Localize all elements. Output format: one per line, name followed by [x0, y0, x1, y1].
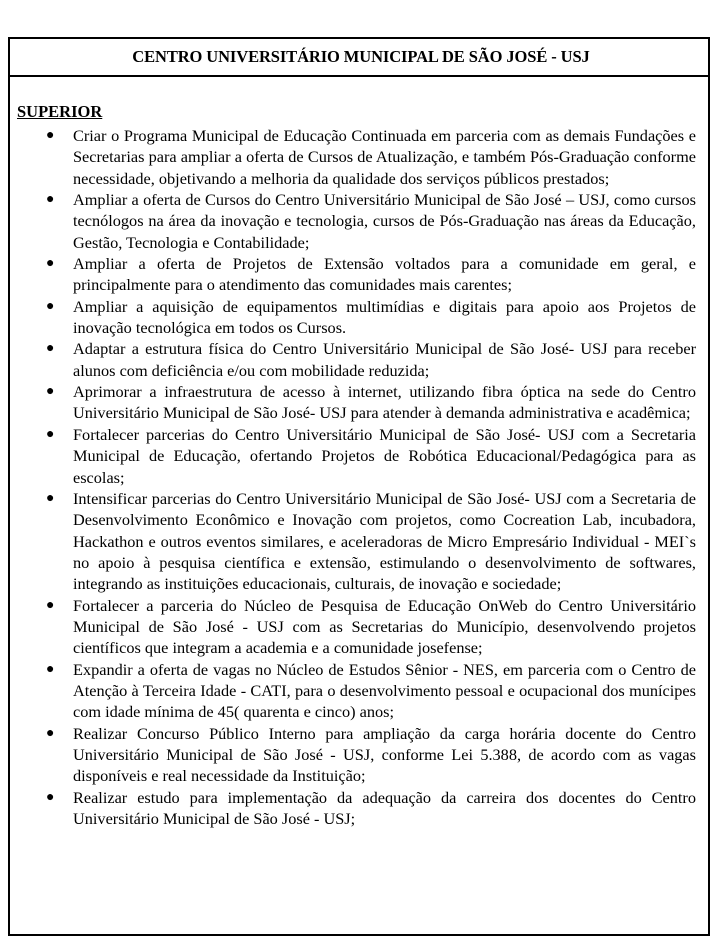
list-item	[17, 723, 696, 787]
list-item-text: Realizar estudo para implementação da adequação da carreira dos docentes do Centro Universitário Municipal de São José - USJ;	[73, 787, 696, 828]
list-item	[17, 125, 696, 189]
list-item	[17, 381, 696, 424]
bullet-icon: ●	[46, 298, 55, 314]
item-list	[17, 125, 696, 829]
list-item-text: Fortalecer a parceria do Núcleo de Pesquisa de Educação OnWeb do Centro Universitário Municipal de São José - USJ com as Secretarias do Município, desenvolvendo projetos científicos que integram a academia e a comunidade josefense;	[73, 595, 696, 658]
bullet-icon: ●	[46, 192, 55, 208]
list-item	[17, 595, 696, 659]
list-item-text: Aprimorar a infraestrutura de acesso à internet, utilizando fibra óptica na sede do Centro Universitário Municipal de São José- USJ para atender à demanda administrativa e acadêmica;	[73, 382, 696, 423]
bullet-icon: ●	[46, 725, 55, 741]
bullet-icon: ●	[46, 426, 55, 442]
list-item-text: Fortalecer parcerias do Centro Universitário Municipal de São José- USJ com a Secretaria Municipal de Educação, ofertando Projetos de Robótica Educacional/Pedagógica para as escolas;	[73, 424, 696, 487]
list-item	[17, 424, 696, 488]
header-row	[10, 39, 708, 77]
bullet-icon: ●	[46, 490, 55, 506]
bullet-icon: ●	[46, 789, 55, 805]
content-cell	[10, 77, 708, 829]
list-item-text: Ampliar a aquisição de equipamentos multimídias e digitais para apoio aos Projetos de inovação tecnológica em todos os Cursos.	[73, 296, 696, 338]
bullet-icon: ●	[46, 597, 55, 613]
list-item	[17, 787, 696, 830]
bullet-icon: ●	[46, 256, 55, 272]
bullet-icon: ●	[46, 341, 55, 357]
list-item-text: Ampliar a oferta de Projetos de Extensão voltados para a comunidade em geral, e principalmente para o atendimento das comunidades mais carentes;	[73, 254, 696, 295]
document-table	[8, 37, 710, 936]
list-item-text: Realizar Concurso Público Interno para ampliação da carga horária docente do Centro Universitário Municipal de São José - USJ, conforme Lei 5.388, de acordo com as vagas disponíveis e real necessidade da Instituição;	[73, 723, 696, 786]
list-item	[17, 488, 696, 595]
list-item-text: Ampliar a oferta de Cursos do Centro Universitário Municipal de São José – USJ, como cursos tecnólogos na área da inovação e tecnologia, cursos de Pós-Graduação nas áreas da Educação, Gestão, Tecnologia e Contabilidade;	[73, 190, 696, 252]
list-item-text: Criar o Programa Municipal de Educação Continuada em parceria com as demais Fundações e Secretarias para ampliar a oferta de Cursos de Atualização, e também Pós-Graduação conforme necessidade, objetivando a melhoria da qualidade dos serviços públicos prestados;	[73, 126, 696, 188]
list-item	[17, 659, 696, 723]
bullet-icon: ●	[46, 661, 55, 677]
list-item	[17, 189, 696, 253]
section-title: SUPERIOR	[17, 102, 103, 121]
header-title: CENTRO UNIVERSITÁRIO MUNICIPAL DE SÃO JOSÉ - USJ	[132, 47, 590, 66]
list-item	[17, 296, 696, 339]
list-item-text: Expandir a oferta de vagas no Núcleo de Estudos Sênior - NES, em parceria com o Centro de Atenção à Terceira Idade - CATI, para o desenvolvimento pessoal e ocupacional dos munícipes com idade mínima de 45( quarenta e cinco) anos;	[73, 659, 696, 722]
list-item-text: Intensificar parcerias do Centro Universitário Municipal de São José- USJ com a Secretaria de Desenvolvimento Econômico e Inovação com projetos, como Cocreation Lab, incubadora, Hackathon e outros eventos similares, e aceleradoras de Micro Empresário Individual - MEI`s no apoio à pesquisa científica e extensão, estimulando o desenvolvimento de softwares, integrando as instituições educacionais, culturais, de inovação e sociedade;	[73, 488, 696, 594]
list-item-text: Adaptar a estrutura física do Centro Universitário Municipal de São José- USJ para receber alunos com deficiência e/ou com mobilidade reduzida;	[73, 339, 696, 380]
list-item	[17, 253, 696, 296]
bullet-icon: ●	[46, 128, 55, 143]
list-item	[17, 338, 696, 381]
bullet-icon: ●	[46, 384, 55, 400]
